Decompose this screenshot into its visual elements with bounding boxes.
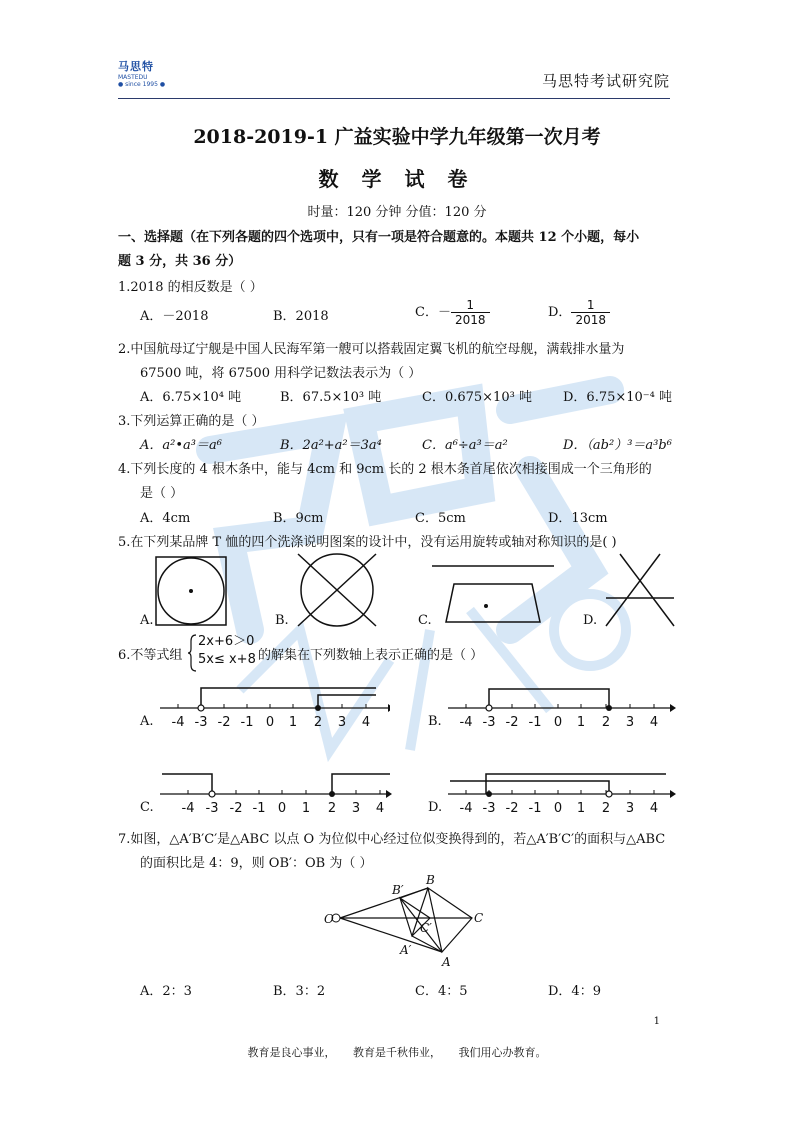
q7-label-a: A [442,955,451,969]
q5-figure-c [428,556,558,628]
q7-label-b: B [426,873,435,887]
q6-stem-suffix: 的解集在下列数轴上表示正确的是（ ） [258,648,484,663]
q6-numberline-b [446,680,678,732]
q2-stem-line2: 67500 吨，将 67500 用科学记数法表示为（ ） [140,366,422,381]
q4-option-c: C．5cm [415,511,466,526]
institute-name: 马思特考试研究院 [541,72,670,90]
exam-subject: 数 学 试 卷 [318,167,476,191]
q6b-tick-7: 3 [625,715,635,730]
q1-option-c [415,298,490,327]
q7-option-c: C．4：5 [415,984,468,999]
q6-numberline-a [158,680,390,732]
q2-stem-line1: 2.中国航母辽宁舰是中国人民海军第一艘可以搭载固定翼飞机的航空母舰，满载排水量为 [118,342,625,357]
q6a-tick-6: 2 [313,715,323,730]
q6a-tick-4: 0 [265,715,275,730]
q2-option-d: D．6.75×10⁻⁴ 吨 [563,390,673,405]
q5-stem: 5.在下列某品牌 T 恤的四个洗涤说明图案的设计中，没有运用旋转或轴对称知识的是( ) [118,535,617,550]
q7-stem-line2: 的面积比是 4：9，则 OB′：OB 为（ ） [140,856,373,871]
q6-label-c: C. [140,800,154,815]
q6a-tick-5: 1 [288,715,298,730]
q5-figure-d [600,550,680,630]
q1-stem: 1.2018 的相反数是（ ） [118,280,263,295]
q2-option-b: B．67.5×10³ 吨 [280,390,382,405]
page-number: 1 [653,1016,660,1027]
q1-option-d-fraction [571,298,610,327]
q6a-tick-3: -1 [240,715,254,730]
q1-option-d-prefix: D． [548,305,572,320]
q5-label-d: D. [583,613,598,628]
section-heading-line1: 一、选择题（在下列各题的四个选项中，只有一项是符合题意的。本题共 12 个小题，每小 [118,230,640,245]
q6d-tick-7: 3 [625,801,635,816]
q3-stem: 3.下列运算正确的是（ ） [118,414,265,429]
q6a-tick-2: -2 [217,715,231,730]
q6-label-d: D. [428,800,443,815]
q6d-tick-5: 1 [576,801,586,816]
q6c-tick-7: 3 [351,801,361,816]
q1-option-b: B．2018 [273,309,329,324]
q2-option-a: A．6.75×10⁴ 吨 [140,390,242,405]
q4-stem-line2: 是（ ） [140,486,184,501]
q5-figure-b [292,550,382,630]
logo-sub-text: MASTEDU [118,74,148,81]
q3-option-a: A．a²•a³＝a⁶ [140,438,222,453]
q6a-tick-1: -3 [194,715,208,730]
q6d-tick-2: -2 [505,801,519,816]
q6b-tick-2: -2 [505,715,519,730]
q1-option-c-prefix: C．－ [415,305,451,320]
q6d-tick-1: -3 [482,801,496,816]
section-heading-line2: 题 3 分，共 36 分） [118,254,242,269]
q7-label-b-prime: B′ [392,883,404,897]
q1-c-numerator: 1 [466,298,475,312]
q1-c-denominator: 2018 [451,312,490,327]
header-divider [118,98,670,99]
q6-label-b: B. [428,714,442,729]
q6d-tick-3: -1 [528,801,542,816]
q4-option-d: D．13cm [548,511,608,526]
q4-stem-line1: 4.下列长度的 4 根木条中，能与 4cm 和 9cm 长的 2 根木条首尾依次相接围成一个三角形的 [118,462,652,477]
q6d-tick-8: 4 [649,801,659,816]
exam-meta: 时量：120 分钟 分值：120 分 [307,205,487,220]
q6c-tick-4: 0 [277,801,287,816]
q6c-tick-8: 4 [375,801,385,816]
q3-option-b: B．2a²+a²＝3a⁴ [280,438,382,453]
q6b-tick-1: -3 [482,715,496,730]
q4-option-b: B．9cm [273,511,324,526]
q6b-tick-8: 4 [649,715,659,730]
q6d-tick-4: 0 [553,801,563,816]
q6c-tick-3: -1 [252,801,266,816]
q6-stem-prefix: 6.不等式组 [118,648,183,663]
q6a-tick-7: 3 [337,715,347,730]
q6c-tick-6: 2 [327,801,337,816]
q7-stem-line1: 7.如图，△A′B′C′是△ABC 以点 O 为位似中心经过位似变换得到的，若△A′B′C′的面积与△ABC [118,832,666,847]
q7-option-d: D．4：9 [548,984,601,999]
q6-ineq-system [198,633,256,669]
q1-d-denominator: 2018 [571,312,610,327]
brand-logo [118,58,166,96]
q5-figure-a [150,553,230,628]
q6b-tick-4: 0 [553,715,563,730]
q6-label-a: A. [140,714,154,729]
q6a-tick-8: 4 [361,715,371,730]
q6-ineq-1: 2x+6＞0 [198,634,255,649]
q7-option-b: B．3：2 [273,984,326,999]
q6c-tick-1: -3 [205,801,219,816]
logo-text: 马思特 [118,60,154,73]
q3-option-d: D．（ab²）³＝a³b⁶ [563,438,672,453]
q6d-tick-6: 2 [601,801,611,816]
q7-label-o: O [324,912,334,926]
q1-option-a: A．－2018 [140,309,209,324]
q6-numberline-d [446,766,678,818]
q6c-tick-5: 1 [301,801,311,816]
q7-label-a-prime: A′ [400,943,412,957]
footer-slogan: 教育是良心事业， 教育是千秋伟业， 我们用心办教育。 [247,1046,547,1059]
q6b-tick-6: 2 [601,715,611,730]
q1-d-numerator: 1 [586,298,595,312]
q5-label-c: C. [418,613,432,628]
logo-since-text: ● since 1995 ● [118,81,166,88]
q6-ineq-2: 5x≤ x+8 [198,652,256,667]
q6-brace [188,633,198,673]
q5-label-b: B. [275,613,289,628]
q6-numberline-c [158,766,394,818]
q1-option-c-fraction [451,298,490,327]
exam-title: 2018-2019-1 广益实验中学九年级第一次月考 [193,126,601,148]
q6b-tick-3: -1 [528,715,542,730]
q6a-tick-0: -4 [171,715,185,730]
q6c-tick-0: -4 [181,801,195,816]
q7-label-c-prime: C′ [420,921,432,935]
q3-option-c: C．a⁶÷a³＝a² [422,438,508,453]
q2-option-c: C．0.675×10³ 吨 [422,390,532,405]
q7-label-c: C [474,911,484,925]
q1-option-d [548,298,610,327]
q6b-tick-0: -4 [459,715,473,730]
q6c-tick-2: -2 [229,801,243,816]
q7-option-a: A．2：3 [140,984,192,999]
q5-label-a: A. [140,613,154,628]
q6b-tick-5: 1 [576,715,586,730]
q7-homothety-figure [322,870,492,970]
q6d-tick-0: -4 [459,801,473,816]
q4-option-a: A．4cm [140,511,191,526]
